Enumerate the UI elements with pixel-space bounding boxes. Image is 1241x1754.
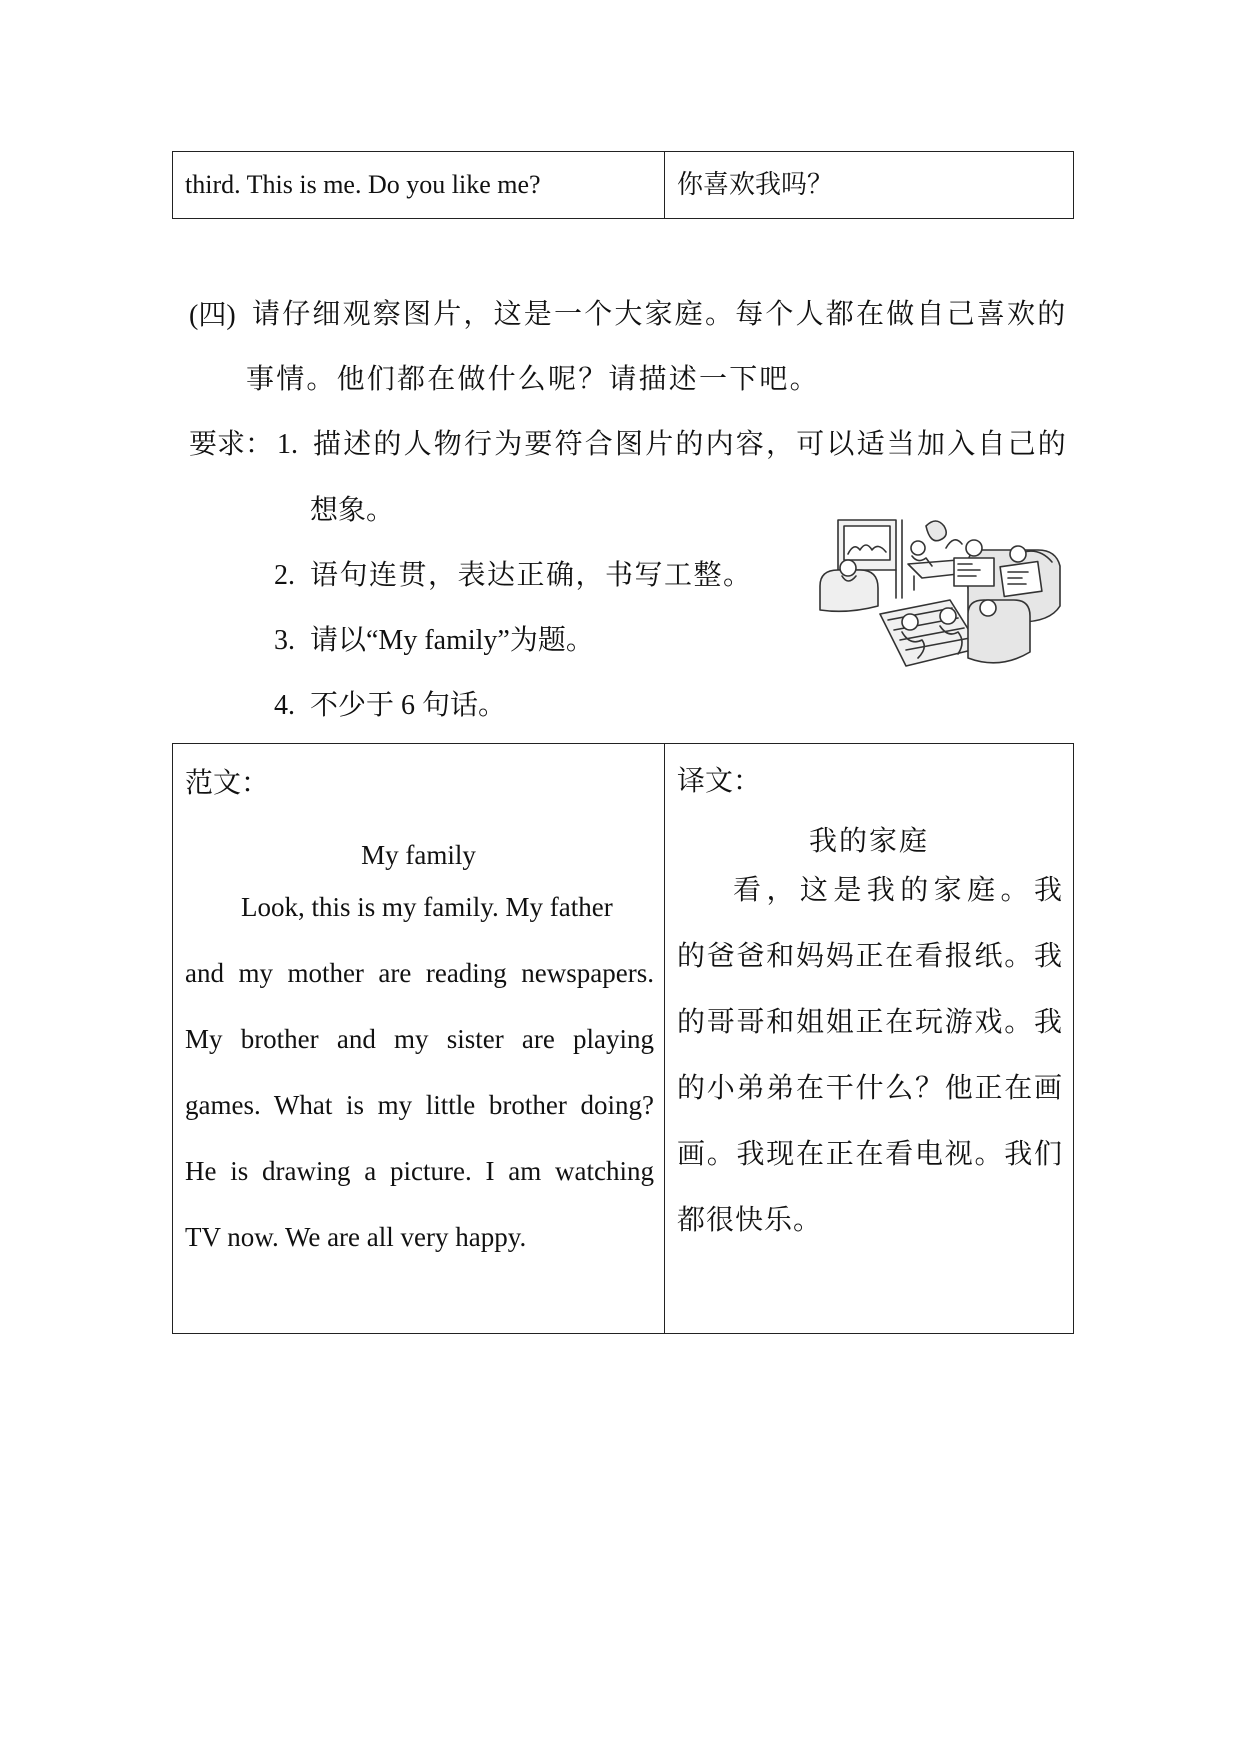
requirement-2-text: 语句连贯，表达正确，书写工整。 — [310, 560, 753, 591]
requirement-1-num: 1. — [277, 429, 298, 460]
requirement-4-num: 4. — [274, 690, 295, 721]
family-living-room-illustration — [818, 518, 1064, 682]
requirement-1-text: 描述的人物行为要符合图片的内容，可以适当加入自己的 — [313, 429, 1069, 460]
sample-label: 范文： — [185, 768, 270, 799]
translation-body — [677, 858, 1063, 1254]
requirements-label: 要求： — [189, 429, 274, 460]
task-number: (四) — [189, 300, 236, 331]
sample-line-5: He is drawing a picture. I am watching — [185, 1156, 654, 1186]
requirement-4-text: 不少于 6 句话。 — [310, 690, 507, 721]
requirement-2-num: 2. — [274, 560, 295, 591]
task-line-1: 请仔细观察图片，这是一个大家庭。每个人都在做自己喜欢的 — [252, 299, 1068, 330]
translation-cell — [665, 744, 1073, 1333]
sample-line-6: TV now. We are all very happy. — [185, 1222, 527, 1252]
sample-essay-cell — [173, 744, 665, 1333]
translation-line-5: 画。我现在正在看电视。我们 — [677, 1139, 1063, 1170]
translation-line-4: 的小弟弟在干什么？他正在画 — [677, 1073, 1063, 1104]
translation-label: 译文： — [677, 766, 762, 797]
sample-line-2: and my mother are reading newspapers. — [185, 958, 654, 988]
translation-line-1: 看，这是我的家庭。我 — [733, 875, 1063, 906]
task-line-2: 事情。他们都在做什么呢？请描述一下吧。 — [246, 364, 820, 395]
sample-line-1: Look, this is my family. My father — [241, 892, 613, 922]
translation-title: 我的家庭 — [808, 826, 929, 857]
sample-body — [185, 874, 654, 1270]
essay-table — [172, 743, 1074, 1334]
translation-line-2: 的爸爸和妈妈正在看报纸。我 — [677, 941, 1063, 972]
requirement-3-text: 请以“My family”为题。 — [310, 625, 594, 656]
requirement-3-num: 3. — [274, 625, 295, 656]
top-english-text: third. This is me. Do you like me? — [185, 170, 541, 199]
top-table — [172, 151, 1074, 219]
top-table-chinese-cell — [665, 152, 1073, 218]
top-table-english-cell — [173, 152, 665, 218]
sample-title: My family — [361, 840, 476, 870]
sample-line-3: My brother and my sister are playing — [185, 1024, 654, 1054]
translation-line-6: 都很快乐。 — [677, 1205, 823, 1236]
requirement-1-cont: 想象。 — [310, 495, 395, 526]
top-chinese-text: 你喜欢我吗？ — [677, 170, 834, 199]
translation-line-3: 的哥哥和姐姐正在玩游戏。我 — [677, 1007, 1063, 1038]
sample-line-4: games. What is my little brother doing? — [185, 1090, 654, 1120]
